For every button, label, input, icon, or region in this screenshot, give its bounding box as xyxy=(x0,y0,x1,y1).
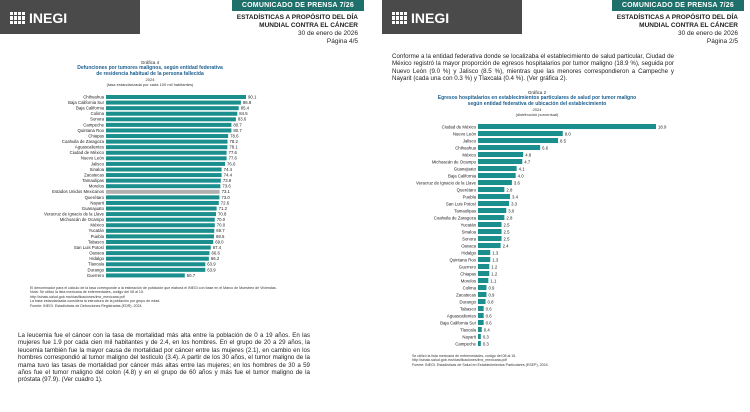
bar xyxy=(478,145,540,150)
chart-year: 2024 xyxy=(532,107,542,112)
value-label: 83.6 xyxy=(237,116,247,122)
doc-date: 30 de enero de 2026 xyxy=(298,30,358,37)
value-label: 73.0 xyxy=(221,194,230,200)
category-label: Zacatecas xyxy=(456,292,476,298)
value-label: 0.6 xyxy=(485,320,492,326)
category-label: Ciudad de México xyxy=(69,150,104,156)
category-label: Yucatán xyxy=(88,228,104,234)
category-label: Colima xyxy=(462,285,476,291)
chart-2-notes xyxy=(412,354,672,367)
value-label: 4.7 xyxy=(524,159,531,165)
bar xyxy=(478,180,512,185)
inegi-logo xyxy=(10,10,67,26)
category-label: Chiapas xyxy=(88,133,104,139)
value-label: 77.6 xyxy=(228,150,237,156)
value-label: 78.1 xyxy=(229,144,238,150)
bar xyxy=(106,229,214,233)
category-label: Ciudad de México xyxy=(441,124,476,130)
note-line: Fuente: INEGI. Estadísticas de Salud en Establecimientos Particulares (ESEP), 2024. xyxy=(412,362,549,367)
category-label: Michoacán de Ocampo xyxy=(431,159,476,165)
bar xyxy=(106,201,219,205)
value-label: 66.2 xyxy=(210,256,220,262)
category-label: Sonora xyxy=(462,236,476,242)
category-label: Tamaulipas xyxy=(454,208,476,214)
category-label: Jalisco xyxy=(462,138,476,144)
bar xyxy=(106,273,185,277)
note-line: La base estandarizada considera la estructura de la población por grupo de edad. xyxy=(30,299,161,304)
bar xyxy=(478,299,486,304)
note-line: Nota: Se utilizó la lista mexicana de enfermedades, código del 08 al 15. xyxy=(30,290,144,295)
category-label: Morelos xyxy=(88,183,104,189)
bar xyxy=(106,134,228,138)
category-label: Quintana Roo xyxy=(77,127,104,133)
bar xyxy=(106,156,227,160)
category-label: Nayarit xyxy=(462,334,476,340)
category-label: Morelos xyxy=(460,278,476,284)
chart-caption: Gráfica 4 xyxy=(140,60,160,65)
value-label: 3.4 xyxy=(512,194,519,200)
value-label: 66.6 xyxy=(211,250,220,256)
bar xyxy=(106,218,215,222)
category-label: Estados Unidos Mexicanos xyxy=(52,189,104,195)
value-label: 85.4 xyxy=(240,105,250,111)
bar xyxy=(478,285,486,290)
value-label: 73.9 xyxy=(222,178,232,184)
bar xyxy=(478,173,516,178)
chart-2-header xyxy=(412,90,662,117)
bar xyxy=(478,222,502,227)
category-label: Sonora xyxy=(90,116,104,122)
bar xyxy=(478,236,502,241)
value-label: 0.4 xyxy=(483,327,490,333)
brand-name: INEGI xyxy=(411,10,450,26)
value-label: 2.5 xyxy=(503,236,510,242)
bar xyxy=(478,320,484,325)
page-number: Página 4/5 xyxy=(326,38,358,45)
value-label: 1.3 xyxy=(492,257,499,263)
body-paragraph: Conforme a la entidad federativa donde se localizaba el establecimiento de salud particular, Ciudad de México registró la mayor proporción de egresos hospitalarios por tumor maligno (18.9 %), seguida por Nuevo León (9.0 %) y Jalisco (8.5 %), mientras que las menores correspondieron a Campeche y Nayarit (cada una con 0.3 %) y Tlaxcala (0.4 %). (Ver gráfica 2). xyxy=(392,53,674,83)
doc-title-line1: ESTADÍSTICAS A PROPÓSITO DEL DÍA xyxy=(616,14,738,21)
category-label: Yucatán xyxy=(460,222,476,228)
bar xyxy=(478,138,558,143)
category-label: Campeche xyxy=(455,341,476,347)
category-label: México xyxy=(90,222,104,228)
category-label: San Luis Potosí xyxy=(73,244,104,250)
bar xyxy=(106,251,209,255)
category-label: Tamaulipas xyxy=(82,178,104,184)
category-label: Zacatecas xyxy=(84,172,104,178)
category-label: Nayarit xyxy=(90,200,104,206)
bar xyxy=(478,341,481,346)
category-label: Hidalgo xyxy=(89,256,104,262)
value-label: 0.3 xyxy=(482,334,489,340)
bar xyxy=(106,184,220,188)
chart-unit: (distribución porcentual) xyxy=(515,112,559,117)
chart-title-line1: Defunciones por tumores malignos, según entidad federativa xyxy=(77,65,223,71)
bar xyxy=(478,215,504,220)
value-label: 0.8 xyxy=(487,299,494,305)
value-label: 76.6 xyxy=(227,161,236,167)
bar xyxy=(106,190,220,194)
press-release-badge: COMUNICADO DE PRENSA 7/26 xyxy=(612,0,744,11)
bar xyxy=(106,140,228,144)
value-label: 73.6 xyxy=(222,183,231,189)
page-number: Página 2/5 xyxy=(706,38,738,45)
value-label: 78.6 xyxy=(230,133,239,139)
bar xyxy=(106,223,215,227)
bar xyxy=(478,313,484,318)
bar xyxy=(106,101,241,105)
value-label: 1.2 xyxy=(491,271,498,277)
bar xyxy=(106,268,205,272)
category-label: Michoacán de Ocampo xyxy=(59,217,104,223)
document-page-4 xyxy=(0,0,370,412)
value-label: 0.3 xyxy=(482,341,489,347)
category-label: Guerrero xyxy=(86,272,104,278)
category-label: Veracruz de Ignacio de la Llave xyxy=(44,211,104,217)
category-label: Nuevo León xyxy=(80,155,104,161)
bar xyxy=(106,106,239,110)
bar xyxy=(478,264,489,269)
bar xyxy=(106,173,222,177)
category-label: Jalisco xyxy=(90,161,104,167)
category-label: Tabasco xyxy=(459,306,476,312)
value-label: 69.0 xyxy=(215,239,224,245)
category-label: Sinaloa xyxy=(461,229,476,235)
category-label: Puebla xyxy=(90,233,104,239)
brand-name: INEGI xyxy=(29,10,68,26)
value-label: 69.5 xyxy=(215,233,225,239)
category-label: Veracruz de Ignacio de la Llave xyxy=(416,180,476,186)
hospital-discharges-bar-chart xyxy=(392,124,682,348)
category-label: Querétaro xyxy=(456,187,476,193)
bar xyxy=(478,278,488,283)
value-label: 63.9 xyxy=(207,261,216,267)
doc-title-line1: ESTADÍSTICAS A PROPÓSITO DEL DÍA xyxy=(236,14,358,21)
value-label: 0.6 xyxy=(485,306,492,312)
value-label: 3.3 xyxy=(511,201,518,207)
bar xyxy=(106,123,231,127)
chart-title-line2: de residencia habitual de la persona fallecida xyxy=(96,71,204,77)
value-label: 2.8 xyxy=(506,187,513,193)
value-label: 18.9 xyxy=(658,124,667,130)
bar xyxy=(478,292,486,297)
category-label: Durango xyxy=(459,299,476,305)
category-label: Guerrero xyxy=(458,264,476,270)
category-label: Quintana Roo xyxy=(449,257,476,263)
chart-4-header xyxy=(35,60,265,87)
value-label: 3.6 xyxy=(513,180,520,186)
chart-title-line2: según entidad federativa de ubicación del establecimiento xyxy=(467,101,607,107)
chart-title-line1: Egresos hospitalarios en establecimientos particulares de salud por tumor maligno xyxy=(437,95,637,101)
value-label: 71.2 xyxy=(218,205,228,211)
value-label: 6.6 xyxy=(542,145,549,151)
category-label: Baja California Sur xyxy=(68,99,104,105)
value-label: 0.9 xyxy=(488,285,495,291)
value-label: 0.6 xyxy=(485,313,492,319)
value-label: 67.4 xyxy=(212,244,222,250)
chart-year: 2024 xyxy=(145,77,155,82)
category-label: Sinaloa xyxy=(89,166,104,172)
category-label: Tlaxcala xyxy=(459,327,476,333)
bar xyxy=(478,243,501,248)
value-label: 77.6 xyxy=(228,155,237,161)
category-label: Nuevo León xyxy=(452,131,476,137)
bar xyxy=(106,128,231,132)
category-label: Campeche xyxy=(83,122,104,128)
category-label: Durango xyxy=(87,267,104,273)
category-label: San Luis Potosí xyxy=(445,201,476,207)
category-label: Guanajuato xyxy=(453,166,476,172)
category-label: Baja California xyxy=(448,173,476,179)
bar xyxy=(106,167,222,171)
note-line: Fuente: INEGI. Estadísticas de Defunciones Registradas (EDR), 2024. xyxy=(30,303,143,308)
category-label: Aguascalientes xyxy=(74,144,104,150)
category-label: Guanajuato xyxy=(81,205,104,211)
bar xyxy=(106,212,216,216)
bar xyxy=(478,187,504,192)
header-band xyxy=(382,0,522,34)
bar xyxy=(106,112,237,116)
bar xyxy=(106,207,217,211)
note-line: http://sinaic.salud.gob.mx/clasificaciones/lmx_mexicana.pdf xyxy=(30,294,125,299)
inegi-logo xyxy=(392,10,449,26)
value-label: 78.2 xyxy=(229,139,238,145)
bar xyxy=(106,145,227,149)
bar xyxy=(106,95,246,99)
value-label: 80.7 xyxy=(233,122,242,128)
value-label: 72.6 xyxy=(220,200,230,206)
category-label: Puebla xyxy=(462,194,476,200)
inegi-logo-icon xyxy=(392,12,408,24)
value-label: 70.0 xyxy=(216,222,226,228)
value-label: 4.0 xyxy=(517,173,524,179)
category-label: Tabasco xyxy=(87,239,104,245)
value-label: 84.5 xyxy=(239,111,248,117)
value-label: 0.9 xyxy=(488,292,495,298)
bar xyxy=(478,271,489,276)
category-label: Querétaro xyxy=(84,194,104,200)
value-label: 90.1 xyxy=(248,95,257,100)
category-label: Oaxaca xyxy=(461,243,476,249)
bar xyxy=(478,334,481,339)
category-label: Coahuila de Zaragoza xyxy=(61,139,104,145)
value-label: 1.2 xyxy=(491,264,498,270)
bar xyxy=(478,152,523,157)
category-label: Colima xyxy=(90,111,104,117)
value-label: 63.9 xyxy=(207,267,216,273)
bar xyxy=(478,201,509,206)
value-label: 73.1 xyxy=(221,189,230,195)
value-label: 9.0 xyxy=(564,131,571,137)
category-label: Baja California xyxy=(76,105,104,111)
bar xyxy=(106,195,219,199)
value-label: 50.7 xyxy=(186,272,196,278)
bar xyxy=(106,162,225,166)
chart-4-notes xyxy=(30,286,300,308)
value-label: 70.8 xyxy=(218,211,227,217)
doc-date: 30 de enero de 2026 xyxy=(678,30,738,37)
bar xyxy=(106,179,221,183)
bar xyxy=(106,151,227,155)
bar xyxy=(106,234,214,238)
bar xyxy=(478,208,506,213)
value-label: 69.7 xyxy=(216,228,225,234)
doc-title-line2: MUNDIAL CONTRA EL CÁNCER xyxy=(259,22,358,29)
bar xyxy=(478,257,490,262)
body-paragraph: La leucemia fue el cáncer con la tasa de mortalidad más alta entre la población de 0 a 19 años. En las mujeres fue 1.9 por cada cien mil habitantes y de 2.4, en los hombres. En el grupo de 20 a 29 años, la leucemia también fue la mayor causa de mortalidad por cáncer entre las mujeres (2.1), en cambio en los hombres correspondió al tumor maligno del testículo (3.4). A partir de los 30 años, el tumor maligno de la mama tuvo las tasas de mortalidad por cáncer más altas entre las mujeres; en los hombres de 30 a 59 años fue el tumor maligno del colon (4.8) y en el grupo de 60 años y más fue el tumor maligno de la próstata (97.9). (Ver cuadro 1). xyxy=(18,332,310,384)
value-label: 4.1 xyxy=(518,166,525,172)
bar xyxy=(478,229,502,234)
category-label: Coahuila de Zaragoza xyxy=(433,215,476,221)
category-label: Oaxaca xyxy=(89,250,104,256)
category-label: Tlaxcala xyxy=(87,261,104,267)
chart-caption: Gráfica 2 xyxy=(527,90,547,95)
note-line: El denominador para el cálculo de la tasa corresponde a la estimación de población que elabora el INEGI con base en el Marco de Muestreo de Viviendas. xyxy=(30,286,277,290)
value-label: 8.5 xyxy=(560,138,567,144)
value-label: 2.8 xyxy=(506,215,513,221)
bar xyxy=(478,166,517,171)
value-label: 4.8 xyxy=(525,152,532,158)
value-label: 2.5 xyxy=(503,222,510,228)
document-page-2 xyxy=(382,0,750,412)
chart-unit: (tasa estandarizada por cada 100 mil habitantes) xyxy=(106,82,194,87)
bar xyxy=(106,117,236,121)
value-label: 2.4 xyxy=(502,243,509,249)
value-label: 86.8 xyxy=(242,99,252,105)
note-line: http://sinaic.salud.gob.mx/clasificaciones/lmx_mexicana.pdf xyxy=(412,358,507,363)
bar xyxy=(106,246,211,250)
bar xyxy=(478,124,656,129)
value-label: 74.4 xyxy=(223,172,232,178)
category-label: Chihuahua xyxy=(455,145,476,151)
bar xyxy=(478,131,563,136)
category-label: Baja California Sur xyxy=(440,320,476,326)
category-label: México xyxy=(462,152,476,158)
value-label: 70.0 xyxy=(216,217,226,223)
bar xyxy=(106,262,205,266)
header-band xyxy=(0,0,140,34)
value-label: 80.7 xyxy=(233,127,242,133)
bar xyxy=(478,327,482,332)
category-label: Aguascalientes xyxy=(446,313,476,319)
value-label: 74.4 xyxy=(223,166,232,172)
bar xyxy=(478,159,522,164)
bar xyxy=(106,257,209,261)
note-line: Se utilizó la lista mexicana de enfermedades, código del 08 al 15. xyxy=(412,354,517,358)
bar xyxy=(478,194,510,199)
value-label: 3.0 xyxy=(508,208,515,214)
bar xyxy=(478,250,490,255)
doc-title-line2: MUNDIAL CONTRA EL CÁNCER xyxy=(639,22,738,29)
category-label: Chihuahua xyxy=(83,95,104,100)
category-label: Hidalgo xyxy=(461,250,476,256)
value-label: 1.1 xyxy=(490,278,497,284)
mortality-bar-chart xyxy=(20,95,270,279)
value-label: 2.5 xyxy=(503,229,510,235)
bar xyxy=(106,240,213,244)
category-label: Chiapas xyxy=(460,271,476,277)
inegi-logo-icon xyxy=(10,12,26,24)
press-release-badge: COMUNICADO DE PRENSA 7/26 xyxy=(232,0,364,11)
value-label: 1.3 xyxy=(492,250,499,256)
bar xyxy=(478,306,484,311)
